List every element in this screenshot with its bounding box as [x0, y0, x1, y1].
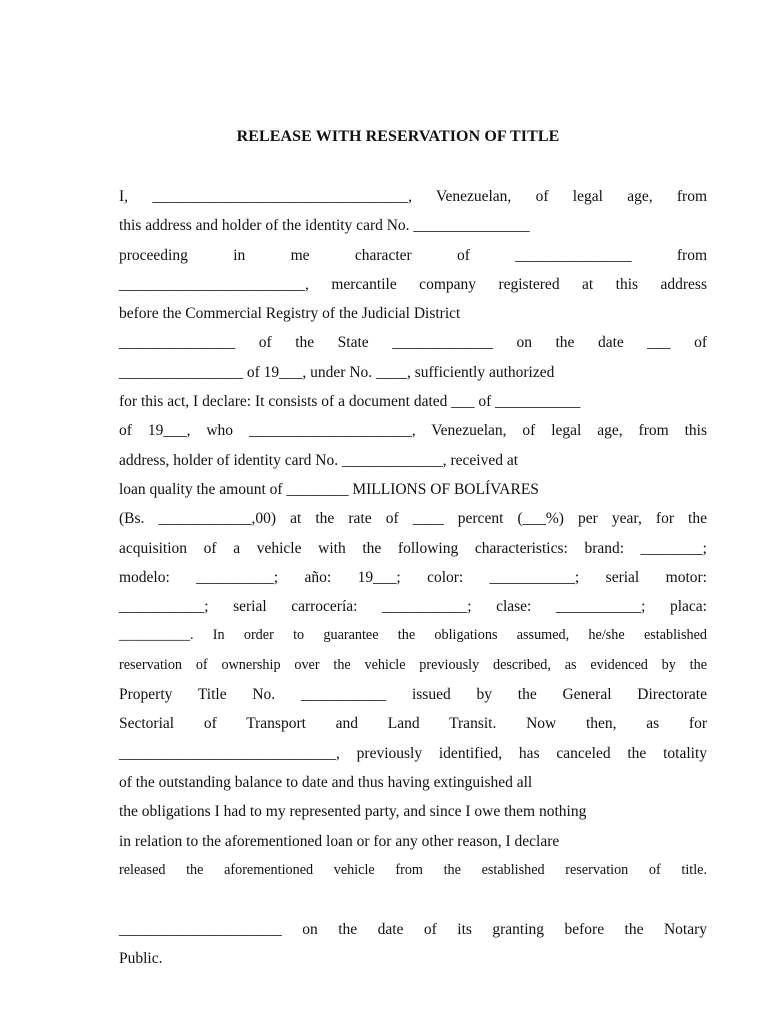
- body-line-2: this address and holder of the identity card No. _______________: [119, 217, 530, 235]
- body-line-19: Sectorial of Transport and Land Transit. Now then, as for: [119, 715, 707, 733]
- body-line-5: before the Commercial Registry of the Judicial District: [119, 305, 461, 323]
- body-line-21: of the outstanding balance to date and thus having extinguished all: [119, 773, 533, 791]
- document-title: RELEASE WITH RESERVATION OF TITLE: [236, 128, 560, 145]
- body-line-23: in relation to the aforementioned loan or for any other reason, I declare: [119, 832, 560, 850]
- body-line-15: ___________; serial carrocería: ___________; clase: ___________; placa:: [119, 598, 707, 616]
- body-line-4: ________________________, mercantile company registered at this address: [119, 275, 707, 293]
- paragraph-gap: [119, 885, 707, 915]
- document-body: [119, 182, 707, 974]
- body-line-13: acquisition of a vehicle with the following characteristics: brand: ________;: [119, 539, 707, 557]
- body-line-3: proceeding in me character of _______________ from: [119, 246, 707, 264]
- body-line-17: reservation of ownership over the vehicle previously described, as evidenced by the: [119, 656, 707, 673]
- body-line-24: released the aforementioned vehicle from the established reservation of title.: [119, 861, 707, 878]
- body-line-11: loan quality the amount of ________ MILLIONS OF BOLÍVARES: [119, 480, 539, 498]
- body-line-8: for this act, I declare: It consists of a document dated ___ of ___________: [119, 393, 581, 411]
- body-line-1: I, _________________________________, Venezuelan, of legal age, from: [119, 188, 707, 205]
- body-line-9: of 19___, who _____________________, Venezuelan, of legal age, from this: [119, 422, 707, 440]
- body-line-7: ________________ of 19___, under No. ____, sufficiently authorized: [119, 363, 555, 381]
- body-line-14: modelo: __________; año: 19___; color: ___________; serial motor:: [119, 568, 707, 586]
- closing-line-2: Public.: [119, 950, 163, 968]
- body-line-18: Property Title No. ___________ issued by the General Directorate: [119, 686, 707, 704]
- closing-line-1: _____________________ on the date of its granting before the Notary: [119, 921, 707, 939]
- body-line-16: __________. In order to guarantee the obligations assumed, he/she established: [119, 627, 707, 644]
- body-line-10: address, holder of identity card No. _____________, received at: [119, 451, 519, 469]
- body-line-6: _______________ of the State _____________ on the date ___ of: [119, 334, 707, 352]
- body-line-12: (Bs. ____________,00) at the rate of ____ percent (___%) per year, for the: [119, 510, 707, 528]
- body-line-20: ____________________________, previously identified, has canceled the totality: [119, 744, 707, 762]
- body-line-22: the obligations I had to my represented party, and since I owe them nothing: [119, 803, 587, 821]
